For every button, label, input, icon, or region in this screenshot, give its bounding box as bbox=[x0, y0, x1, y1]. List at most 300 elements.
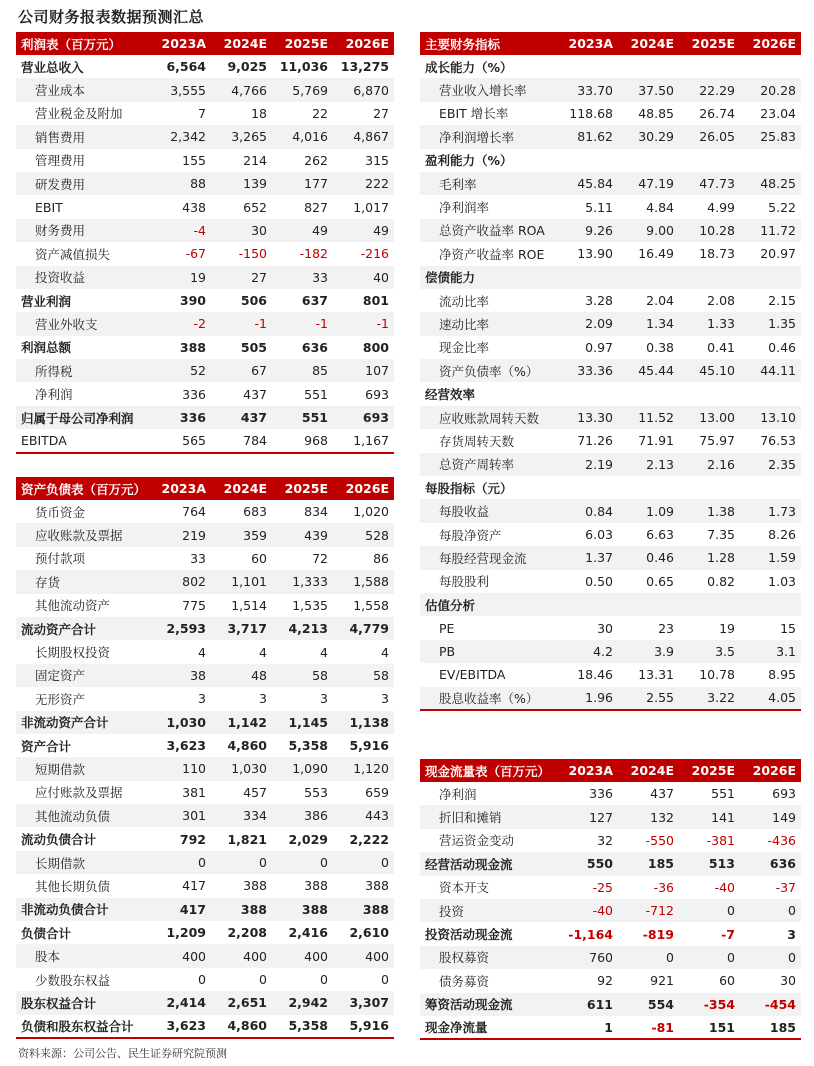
table-cell: 4.99 bbox=[707, 199, 735, 215]
table-cell: 1.34 bbox=[618, 312, 679, 335]
table-cell: 0 bbox=[333, 851, 394, 874]
row-label: 估值分析 bbox=[420, 593, 557, 616]
column-header: 2023A bbox=[150, 477, 211, 500]
table-cell: 3,717 bbox=[211, 617, 272, 640]
row-label: 存货 bbox=[16, 570, 150, 593]
table-cell: 20.97 bbox=[760, 246, 796, 262]
table-cell: 1,535 bbox=[292, 597, 328, 613]
table-cell: 23.04 bbox=[760, 105, 796, 121]
table-cell: 0 bbox=[740, 899, 801, 922]
table-cell: 30 bbox=[780, 973, 796, 989]
table-cell: 110 bbox=[150, 757, 211, 780]
table-cell: 784 bbox=[211, 429, 272, 452]
table-cell: 2,208 bbox=[227, 925, 267, 941]
table-cell bbox=[618, 593, 679, 616]
table-row bbox=[420, 336, 801, 359]
row-label: 成长能力（%） bbox=[425, 59, 513, 75]
table-cell: -381 bbox=[706, 832, 735, 848]
table-cell: 554 bbox=[618, 993, 679, 1016]
table-row bbox=[16, 406, 394, 429]
table-cell: 693 bbox=[365, 386, 389, 402]
table-cell: -2 bbox=[150, 312, 211, 335]
table-cell: 22.29 bbox=[679, 78, 740, 101]
table-cell: 388 bbox=[179, 339, 206, 355]
table-cell: 1.28 bbox=[679, 546, 740, 569]
row-label: 净资产收益率 ROE bbox=[439, 246, 545, 262]
row-label: 所得税 bbox=[16, 359, 150, 382]
table-cell: 4,779 bbox=[333, 617, 394, 640]
column-header: 2026E bbox=[333, 477, 394, 500]
table-cell bbox=[618, 266, 679, 289]
table-row bbox=[420, 312, 801, 335]
table-cell bbox=[557, 476, 618, 499]
table-row bbox=[420, 946, 801, 969]
table-row bbox=[16, 898, 394, 921]
row-label: 无形资产 bbox=[35, 691, 86, 707]
table-cell: 33.70 bbox=[557, 78, 618, 101]
row-label: 总资产收益率 ROA bbox=[420, 219, 557, 242]
table-cell: 151 bbox=[679, 1016, 740, 1039]
table-cell bbox=[618, 382, 679, 405]
row-label: 投资活动现金流 bbox=[425, 927, 513, 943]
row-label: 存货周转天数 bbox=[439, 433, 515, 449]
table-cell: 3 bbox=[381, 691, 389, 707]
table-cell: 2.15 bbox=[768, 293, 796, 309]
table-cell: 4,860 bbox=[227, 738, 267, 754]
table-cell: 636 bbox=[301, 339, 328, 355]
table-cell: 1,558 bbox=[353, 597, 389, 613]
balance-sheet-table bbox=[16, 477, 394, 1039]
table-cell bbox=[557, 55, 618, 78]
table-cell bbox=[740, 593, 801, 616]
table-row bbox=[420, 969, 801, 992]
table-cell: 1,030 bbox=[211, 757, 272, 780]
table-cell: 139 bbox=[211, 172, 272, 195]
key-ratios-table bbox=[420, 32, 801, 711]
table-cell: 1.33 bbox=[679, 312, 740, 335]
table-cell: 67 bbox=[211, 359, 272, 382]
table-cell: 2,414 bbox=[150, 991, 211, 1014]
table-row bbox=[420, 616, 801, 639]
table-cell: 19 bbox=[719, 620, 735, 636]
table-cell: 4 bbox=[381, 644, 389, 660]
row-label: 每股指标（元） bbox=[425, 480, 513, 496]
table-cell: 3,623 bbox=[166, 738, 206, 754]
table-cell: 4,213 bbox=[272, 617, 333, 640]
table-cell: -1 bbox=[333, 312, 394, 335]
table-row bbox=[420, 499, 801, 522]
table-row bbox=[420, 593, 801, 616]
table-cell: 13.10 bbox=[740, 406, 801, 429]
table-cell: 457 bbox=[243, 784, 267, 800]
row-label: 应收账款及票据 bbox=[16, 523, 150, 546]
table-row bbox=[420, 125, 801, 148]
table-cell: 400 bbox=[333, 944, 394, 967]
row-label: 筹资活动现金流 bbox=[420, 993, 557, 1016]
table-row bbox=[420, 429, 801, 452]
table-cell: 2,342 bbox=[150, 125, 211, 148]
table-cell: -1,164 bbox=[568, 926, 613, 942]
table-cell bbox=[679, 382, 740, 405]
column-header: 2026E bbox=[740, 32, 801, 55]
table-cell: 551 bbox=[304, 386, 328, 402]
table-cell: 33 bbox=[272, 266, 333, 289]
table-cell: 1,120 bbox=[333, 757, 394, 780]
table-row bbox=[16, 547, 394, 570]
table-title: 主要财务指标 bbox=[420, 32, 557, 55]
row-label: 货币资金 bbox=[35, 504, 86, 520]
table-row bbox=[420, 242, 801, 265]
table-cell: 400 bbox=[150, 944, 211, 967]
table-cell bbox=[557, 593, 618, 616]
table-cell: 0.38 bbox=[646, 339, 674, 355]
table-cell: 443 bbox=[333, 804, 394, 827]
table-cell: 4 bbox=[198, 644, 206, 660]
table-cell: 88 bbox=[150, 172, 211, 195]
table-cell: 3.9 bbox=[618, 640, 679, 663]
table-cell: 0 bbox=[740, 946, 801, 969]
row-label: 营业总收入 bbox=[21, 59, 84, 75]
table-cell: 381 bbox=[182, 784, 206, 800]
table-cell bbox=[618, 149, 679, 172]
table-cell: 45.44 bbox=[618, 359, 679, 382]
table-cell: 92 bbox=[597, 973, 613, 989]
table-cell: 27 bbox=[373, 105, 389, 121]
row-label: 净利润 bbox=[439, 786, 477, 802]
row-label: EBIT bbox=[35, 199, 63, 215]
table-cell: 528 bbox=[333, 523, 394, 546]
table-cell: 185 bbox=[740, 1016, 801, 1039]
table-cell: 1,821 bbox=[227, 831, 267, 847]
table-cell: 40 bbox=[333, 266, 394, 289]
table-cell: 0 bbox=[259, 972, 267, 987]
table-cell: 72 bbox=[312, 550, 328, 566]
column-header: 2024E bbox=[618, 759, 679, 782]
table-cell: 219 bbox=[150, 523, 211, 546]
table-cell: 1.96 bbox=[557, 687, 618, 710]
table-cell: 118.68 bbox=[569, 105, 613, 121]
table-cell: 336 bbox=[150, 406, 211, 429]
row-label: 营运资金变动 bbox=[439, 833, 515, 849]
table-cell: 0.46 bbox=[618, 546, 679, 569]
table-cell: 7.35 bbox=[707, 527, 735, 542]
row-label: 营业利润 bbox=[21, 293, 72, 309]
table-row bbox=[16, 1015, 394, 1038]
table-header-row bbox=[420, 32, 801, 55]
table-cell: 553 bbox=[304, 784, 328, 800]
table-row bbox=[420, 663, 801, 686]
table-cell: 1.38 bbox=[679, 499, 740, 522]
table-cell: 764 bbox=[182, 504, 206, 520]
table-cell: 551 bbox=[272, 406, 333, 429]
table-cell: 3 bbox=[320, 691, 328, 707]
table-row bbox=[420, 359, 801, 382]
table-cell: 659 bbox=[365, 784, 389, 800]
table-cell: 0 bbox=[198, 972, 206, 987]
table-cell: 652 bbox=[243, 199, 267, 215]
row-label: 每股股利 bbox=[439, 574, 490, 590]
table-cell: 60 bbox=[719, 973, 735, 989]
column-header: 2024E bbox=[211, 477, 272, 500]
table-row bbox=[420, 476, 801, 499]
table-cell: 827 bbox=[304, 199, 328, 215]
row-label: 营业成本 bbox=[16, 78, 150, 101]
table-cell: 390 bbox=[179, 293, 206, 309]
row-label: 营业税金及附加 bbox=[35, 106, 123, 122]
table-cell: 3 bbox=[787, 926, 796, 942]
row-label: PE bbox=[439, 620, 455, 636]
table-cell: 388 bbox=[243, 878, 267, 894]
table-row bbox=[16, 804, 394, 827]
table-cell: 48 bbox=[211, 664, 272, 687]
table-cell: 0 bbox=[381, 972, 389, 987]
table-title: 资产负债表（百万元） bbox=[16, 477, 150, 500]
table-cell: 3,623 bbox=[150, 1015, 211, 1038]
table-cell: 185 bbox=[618, 852, 679, 875]
row-label: 投资 bbox=[420, 899, 557, 922]
table-cell: 60 bbox=[251, 550, 267, 566]
table-row bbox=[16, 102, 394, 125]
table-cell: 2,029 bbox=[288, 831, 328, 847]
table-cell: 49 bbox=[272, 219, 333, 242]
table-cell: 400 bbox=[272, 944, 333, 967]
table-cell: 400 bbox=[211, 944, 272, 967]
table-cell: 417 bbox=[150, 898, 211, 921]
table-cell: 25.83 bbox=[740, 125, 801, 148]
table-cell: 565 bbox=[150, 429, 211, 452]
table-cell: 693 bbox=[772, 786, 796, 802]
row-label: 负债合计 bbox=[21, 925, 72, 941]
table-cell: 336 bbox=[589, 786, 613, 802]
table-cell: 20.28 bbox=[740, 78, 801, 101]
table-row bbox=[16, 757, 394, 780]
table-cell: -712 bbox=[618, 899, 679, 922]
table-row bbox=[420, 1016, 801, 1039]
table-cell: -25 bbox=[592, 879, 613, 895]
table-cell: 1.09 bbox=[618, 499, 679, 522]
table-row bbox=[420, 993, 801, 1016]
table-cell: 2,610 bbox=[349, 925, 389, 941]
row-label: 净利润 bbox=[35, 387, 73, 403]
table-cell: 75.97 bbox=[699, 433, 735, 449]
table-cell: 388 bbox=[365, 878, 389, 894]
row-label: 流动比率 bbox=[439, 293, 490, 309]
table-cell: 6,564 bbox=[166, 59, 206, 75]
table-cell: 3.28 bbox=[585, 293, 613, 309]
table-cell: 47.73 bbox=[679, 172, 740, 195]
table-cell: 11.72 bbox=[740, 219, 801, 242]
table-cell: 0.50 bbox=[585, 573, 613, 589]
table-cell: 0 bbox=[618, 946, 679, 969]
table-cell: 30.29 bbox=[618, 125, 679, 148]
table-row bbox=[420, 172, 801, 195]
table-cell: 1,017 bbox=[353, 199, 389, 215]
table-cell: 222 bbox=[333, 172, 394, 195]
table-row bbox=[16, 523, 394, 546]
row-label: 营业收入增长率 bbox=[420, 78, 557, 101]
table-cell: 4.05 bbox=[740, 687, 801, 710]
table-cell: 5.11 bbox=[585, 199, 613, 215]
table-cell: 58 bbox=[333, 664, 394, 687]
table-cell: -7 bbox=[721, 926, 735, 942]
table-row bbox=[16, 359, 394, 382]
row-label: 经营活动现金流 bbox=[420, 852, 557, 875]
table-cell: 0 bbox=[320, 972, 328, 987]
table-cell: 71.91 bbox=[638, 433, 674, 449]
row-label: 速动比率 bbox=[420, 312, 557, 335]
table-cell: 802 bbox=[150, 570, 211, 593]
table-cell: 8.26 bbox=[768, 527, 796, 542]
row-label: 营业外收支 bbox=[16, 312, 150, 335]
table-cell bbox=[557, 266, 618, 289]
table-cell: 0 bbox=[272, 851, 333, 874]
table-row bbox=[16, 944, 394, 967]
table-cell: 1,209 bbox=[166, 925, 206, 941]
table-cell: -182 bbox=[299, 246, 328, 262]
table-cell: 359 bbox=[211, 523, 272, 546]
column-header: 2023A bbox=[557, 32, 618, 55]
table-cell: -354 bbox=[679, 993, 740, 1016]
table-row bbox=[16, 500, 394, 523]
table-row bbox=[16, 242, 394, 265]
row-label: 股东权益合计 bbox=[16, 991, 150, 1014]
column-header: 2025E bbox=[679, 32, 740, 55]
table-cell: 10.78 bbox=[699, 667, 735, 683]
row-label: 每股净资产 bbox=[439, 527, 502, 543]
row-label: 研发费用 bbox=[16, 172, 150, 195]
table-row bbox=[16, 266, 394, 289]
table-cell: 834 bbox=[304, 504, 328, 520]
row-label: 盈利能力（%） bbox=[425, 153, 513, 169]
table-cell: 33.36 bbox=[557, 359, 618, 382]
table-cell bbox=[679, 476, 740, 499]
table-cell: 437 bbox=[211, 406, 272, 429]
table-cell: 334 bbox=[211, 804, 272, 827]
table-cell: 214 bbox=[243, 152, 267, 168]
column-header: 2023A bbox=[557, 759, 618, 782]
table-cell: 0.41 bbox=[707, 339, 735, 355]
table-cell bbox=[740, 266, 801, 289]
table-cell: 2,942 bbox=[272, 991, 333, 1014]
row-label: 应付账款及票据 bbox=[35, 785, 123, 801]
row-label: 债务募资 bbox=[439, 973, 490, 989]
table-cell bbox=[740, 55, 801, 78]
table-cell: 417 bbox=[182, 878, 206, 894]
row-label: 每股经营现金流 bbox=[420, 546, 557, 569]
table-row bbox=[420, 852, 801, 875]
table-cell: 2,416 bbox=[288, 925, 328, 941]
table-cell: -819 bbox=[642, 926, 674, 942]
table-row bbox=[16, 687, 394, 710]
table-row bbox=[16, 711, 394, 734]
table-row bbox=[420, 546, 801, 569]
table-cell: 6,870 bbox=[333, 78, 394, 101]
table-cell: 9.00 bbox=[618, 219, 679, 242]
table-cell: 262 bbox=[304, 152, 328, 168]
table-row bbox=[16, 172, 394, 195]
table-cell: 5,916 bbox=[333, 1015, 394, 1038]
table-row bbox=[420, 782, 801, 805]
row-label: 其他流动负债 bbox=[16, 804, 150, 827]
row-label: 偿债能力 bbox=[420, 266, 557, 289]
source-note: 资料来源：公司公告、民生证券研究院预测 bbox=[18, 1047, 227, 1060]
table-cell: -1 bbox=[211, 312, 272, 335]
table-row bbox=[420, 55, 801, 78]
table-cell: 0.65 bbox=[646, 573, 674, 589]
table-cell: 683 bbox=[243, 504, 267, 520]
table-row bbox=[420, 382, 801, 405]
table-cell: 13,275 bbox=[340, 59, 389, 75]
row-label: 利润总额 bbox=[21, 340, 72, 356]
table-cell: -40 bbox=[714, 879, 735, 895]
table-title: 现金流量表（百万元） bbox=[420, 759, 557, 782]
table-cell: 177 bbox=[272, 172, 333, 195]
table-cell: 6.03 bbox=[585, 527, 613, 542]
table-cell: 439 bbox=[272, 523, 333, 546]
table-cell: 1,020 bbox=[353, 504, 389, 520]
table-cell: 81.62 bbox=[557, 125, 618, 148]
table-cell: 336 bbox=[182, 386, 206, 402]
table-row bbox=[420, 406, 801, 429]
table-cell: 1,588 bbox=[333, 570, 394, 593]
table-cell: 4 bbox=[259, 644, 267, 660]
table-cell: 26.05 bbox=[679, 125, 740, 148]
column-header: 2025E bbox=[679, 759, 740, 782]
table-row bbox=[16, 991, 394, 1014]
table-cell: 155 bbox=[182, 152, 206, 168]
table-header-row bbox=[420, 759, 801, 782]
row-label: 短期借款 bbox=[16, 757, 150, 780]
table-cell: 5,916 bbox=[349, 738, 389, 754]
table-row bbox=[16, 874, 394, 897]
row-label: 投资收益 bbox=[16, 266, 150, 289]
table-cell: -150 bbox=[238, 246, 267, 262]
table-cell: 1,142 bbox=[211, 711, 272, 734]
table-cell bbox=[557, 149, 618, 172]
row-label: PB bbox=[420, 640, 557, 663]
table-cell bbox=[740, 149, 801, 172]
table-cell: 2.13 bbox=[618, 453, 679, 476]
table-row bbox=[16, 640, 394, 663]
table-cell: -36 bbox=[653, 879, 674, 895]
table-cell: 3.22 bbox=[679, 687, 740, 710]
table-cell: 3 bbox=[198, 691, 206, 707]
table-header-row bbox=[16, 32, 394, 55]
table-cell: -216 bbox=[360, 246, 389, 262]
table-cell: 801 bbox=[362, 293, 389, 309]
table-cell: 15 bbox=[780, 620, 796, 636]
table-cell: 27 bbox=[211, 266, 272, 289]
table-cell: 71.26 bbox=[577, 433, 613, 449]
table-row bbox=[420, 523, 801, 546]
table-cell: -1 bbox=[272, 312, 333, 335]
table-cell: 437 bbox=[243, 386, 267, 402]
table-cell: 437 bbox=[650, 786, 674, 802]
table-cell: 2,651 bbox=[211, 991, 272, 1014]
table-cell: 13.90 bbox=[577, 246, 613, 262]
table-cell: 19 bbox=[150, 266, 211, 289]
row-label: EV/EBITDA bbox=[439, 667, 506, 683]
table-cell: 2,593 bbox=[150, 617, 211, 640]
table-row bbox=[16, 734, 394, 757]
table-cell: 9.26 bbox=[557, 219, 618, 242]
table-cell: 2.04 bbox=[646, 293, 674, 309]
table-row bbox=[16, 78, 394, 101]
table-cell: 45.10 bbox=[679, 359, 740, 382]
table-cell: 13.30 bbox=[557, 406, 618, 429]
row-label: 流动资产合计 bbox=[16, 617, 150, 640]
table-row bbox=[16, 195, 394, 218]
